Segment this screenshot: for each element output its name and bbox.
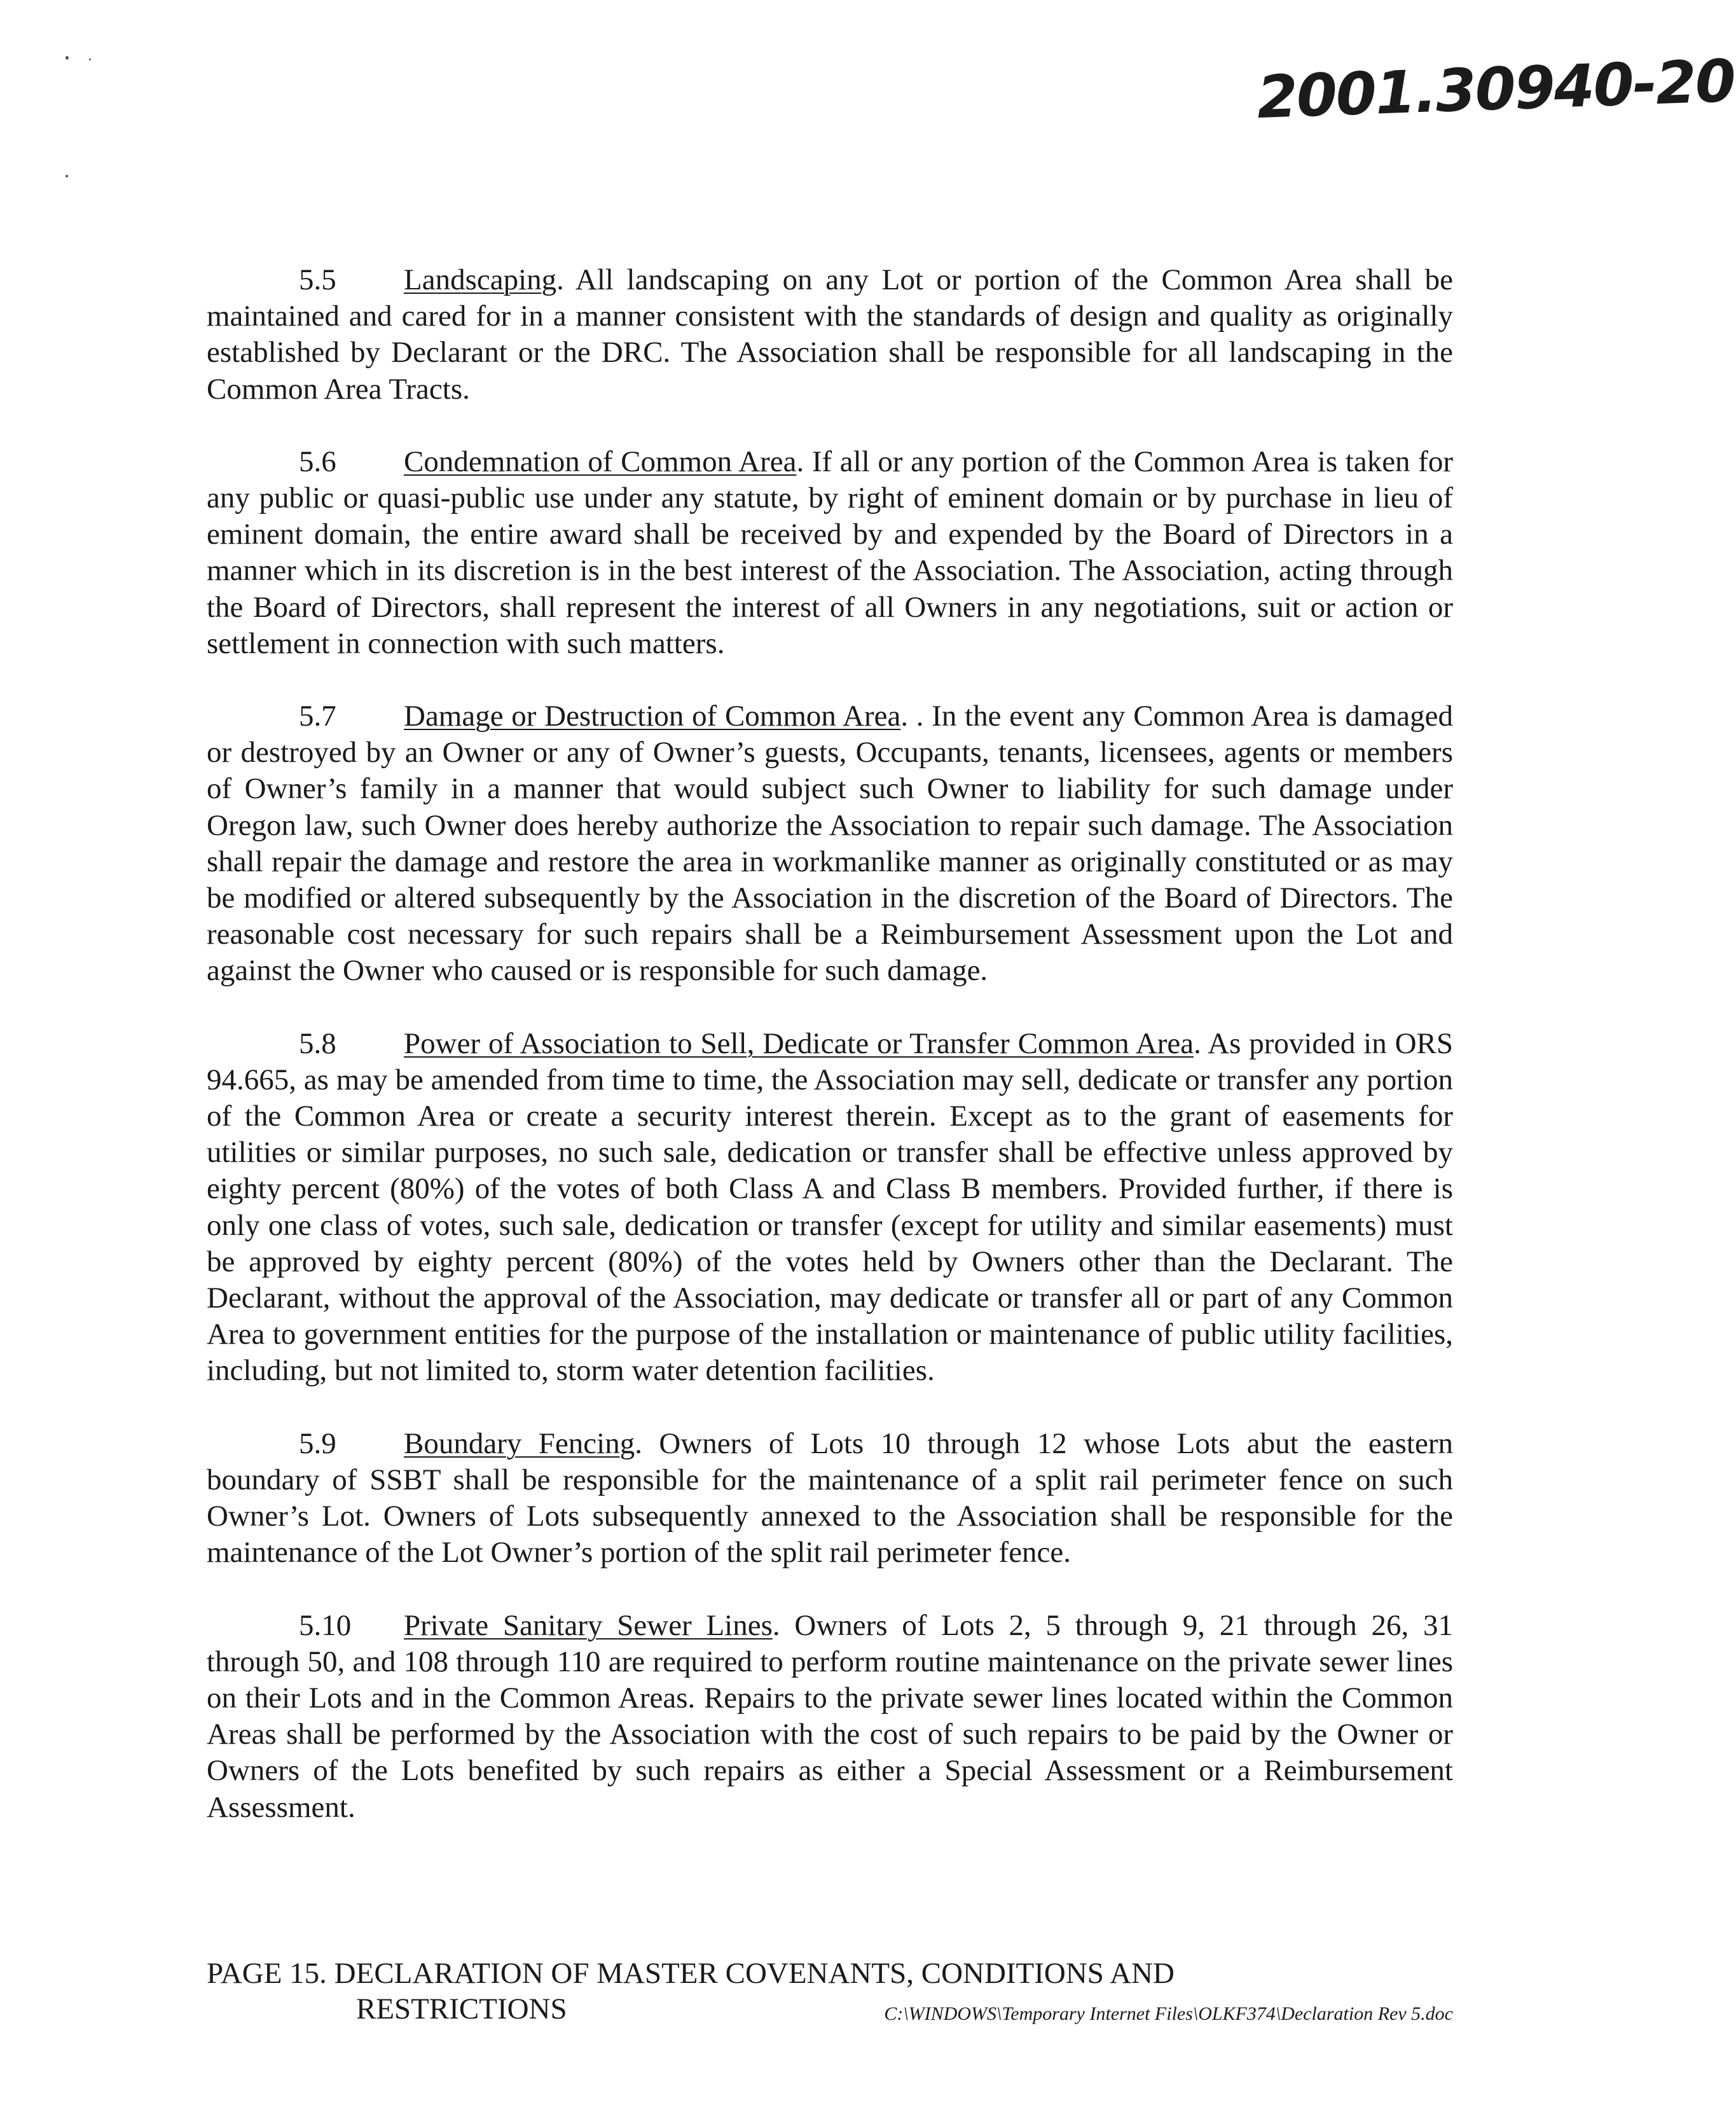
section-5-7: [207, 698, 1453, 990]
section-paragraph: [207, 1026, 1453, 1390]
section-paragraph: [207, 1608, 1453, 1826]
section-text: . All landscaping on any Lot or portion of the Common Area shall be maintained and cared for in a manner consistent with the standards of design and quality as originally established by Declarant or the DRC. The Association shall be responsible for all landscaping in the Common Area Tracts.: [207, 263, 1453, 406]
scan-speck: [65, 175, 68, 177]
section-paragraph: [207, 698, 1453, 990]
section-5-5: [207, 262, 1453, 408]
section-title: Condemnation of Common Area: [404, 445, 797, 478]
section-text: . As provided in ORS 94.665, as may be amended from time to time, the Association may sell, dedicate or transfer any portion of the Common Area or create a security interest therein. Except as to the grant of easements for utilities or similar purposes, no such sale, dedication or transfer shall be effective unless approved by eighty percent (80%) of the votes of both Class A and Class B members. Provided further, if there is only one class of votes, such sale, dedication or transfer (except for utility and similar easements) must be approved by eighty percent (80%) of the votes held by Owners other than the Declarant. The Declarant, without the approval of the Association, may dedicate or transfer all or part of any Common Area to government entities for the purpose of the installation or maintenance of public utility facilities, including, but not limited to, storm water detention facilities.: [207, 1026, 1453, 1388]
section-title: Private Sanitary Sewer Lines: [404, 1608, 773, 1642]
footer-title-continuation: RESTRICTIONS: [356, 1992, 567, 2026]
section-text: . Owners of Lots 2, 5 through 9, 21 through 26, 31 through 50, and 108 through 110 are required to perform routine maintenance on the private sewer lines on their Lots and in the Common Areas. Repairs to the private sewer lines located within the Common Areas shall be performed by the Association with the cost of such repairs to be paid by the Owner or Owners of the Lots benefited by such repairs as either a Special Assessment or a Reimbursement Assessment.: [207, 1608, 1453, 1824]
section-title: Boundary Fencing: [404, 1426, 635, 1460]
section-number: 5.7: [299, 700, 336, 733]
page-footer: [207, 1956, 1453, 2027]
section-text: . . In the event any Common Area is damaged or destroyed by an Owner or any of Owner’s guests, Occupants, tenants, licensees, agents or members of Owner’s family in a manner that would subject such Owner to liability for such damage under Oregon law, such Owner does hereby authorize the Association to repair such damage. The Association shall repair the damage and restore the area in workmanlike manner as originally constituted or as may be modified or altered subsequently by the Association in the discretion of the Board of Directors. The reasonable cost necessary for such repairs shall be a Reimbursement Assessment upon the Lot and against the Owner who caused or is responsible for such damage.: [207, 700, 1453, 988]
section-5-10: [207, 1608, 1453, 1826]
section-5-6: [207, 444, 1453, 662]
scan-speck: [89, 59, 91, 60]
footer-second-line: [207, 1991, 1453, 2027]
section-number: 5.8: [299, 1026, 336, 1060]
section-number: 5.9: [299, 1426, 336, 1460]
section-number: 5.5: [299, 263, 336, 296]
section-paragraph: [207, 444, 1453, 662]
section-title: Damage or Destruction of Common Area: [404, 700, 901, 733]
section-paragraph: [207, 262, 1453, 408]
section-title: Power of Association to Sell, Dedicate or Transfer Common Area: [404, 1026, 1194, 1060]
section-5-8: [207, 1026, 1453, 1390]
footer-file-path: C:\WINDOWS\Temporary Internet Files\OLKF374\Declaration Rev 5.doc: [884, 2003, 1453, 2024]
section-number: 5.10: [299, 1608, 352, 1642]
scan-speck: [65, 56, 69, 60]
handwritten-document-number: 2001.30940-20: [1256, 46, 1736, 132]
section-title: Landscaping: [404, 263, 557, 296]
section-5-9: [207, 1426, 1453, 1571]
document-body: [207, 262, 1453, 1862]
section-paragraph: [207, 1426, 1453, 1571]
section-text: . Owners of Lots 10 through 12 whose Lots abut the eastern boundary of SSBT shall be responsible for the maintenance of a split rail perimeter fence on such Owner’s Lot. Owners of Lots subsequently annexed to the Association shall be responsible for the maintenance of the Lot Owner’s portion of the split rail perimeter fence.: [207, 1426, 1454, 1570]
footer-title-line: PAGE 15. DECLARATION OF MASTER COVENANTS, CONDITIONS AND: [207, 1957, 1175, 1990]
section-number: 5.6: [299, 445, 336, 478]
section-text: . If all or any portion of the Common Area is taken for any public or quasi-public use under any statute, by right of eminent domain or by purchase in lieu of eminent domain, the entire award shall be received by and expended by the Board of Directors in a manner which in its discretion is in the best interest of the Association. The Association, acting through the Board of Directors, shall represent the interest of all Owners in any negotiations, suit or action or settlement in connection with such matters.: [207, 445, 1453, 660]
